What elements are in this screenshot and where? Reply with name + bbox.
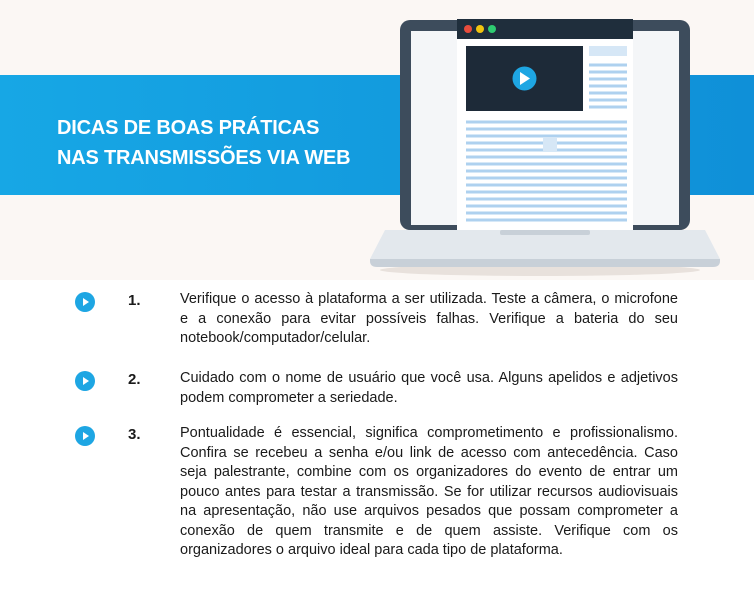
- content-thumbnail: [543, 137, 557, 151]
- play-icon[interactable]: [75, 292, 95, 312]
- tip-number: 3.: [128, 426, 141, 443]
- sidebar-lines: [589, 65, 627, 107]
- tip-text: Verifique o acesso à plataforma a ser utilizada. Teste a câmera, o microfone e a conexão para evitar possíveis falhas. Verifique a bateria do seu notebook/computador/celular.: [180, 291, 678, 346]
- tip-number: 1.: [128, 292, 141, 309]
- content-lines: [466, 122, 627, 220]
- page-title: [57, 113, 350, 173]
- tip-text: Pontualidade é essencial, significa comprometimento e profissionalismo. Confira se recebeu a senha e/ou link de acesso com antecedência. Caso seja palestrante, combine com os organizadores do evento de entrar um pouco antes para testar a transmissão. Se for utilizar recursos audiovisuais na apresentação, não use arquivos pesados que possam comprometer a conexão de quem transmite e de quem assiste. Verifique com os organizadores o arquivo ideal para cada tipo de plataforma.: [180, 425, 678, 558]
- laptop-icon: [365, 15, 725, 280]
- video-play-icon: [513, 67, 537, 91]
- page-title-line-2: NAS TRANSMISSÕES VIA WEB: [57, 147, 351, 169]
- page-title-line-1: DICAS DE BOAS PRÁTICAS: [57, 117, 320, 139]
- play-icon[interactable]: [75, 426, 95, 446]
- tip-number: 2.: [128, 371, 141, 388]
- tip-text: Cuidado com o nome de usuário que você usa. Alguns apelidos e adjetivos podem comprometer a seriedade.: [180, 370, 678, 406]
- laptop-trackpad-notch: [500, 230, 590, 235]
- sidebar-block: [589, 46, 627, 56]
- browser-dots-icon: [464, 25, 496, 33]
- play-icon[interactable]: [75, 371, 95, 391]
